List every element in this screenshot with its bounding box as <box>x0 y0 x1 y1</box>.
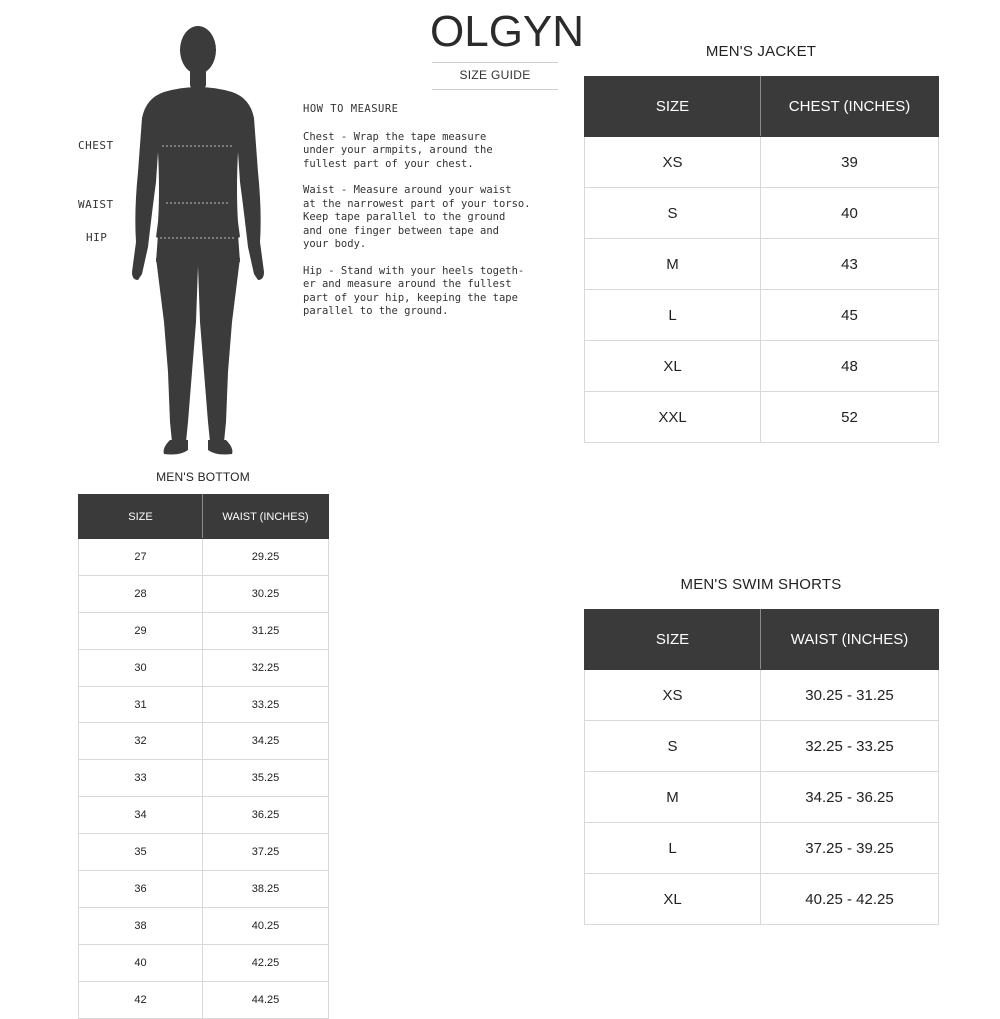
size-cell: 32 <box>79 723 203 760</box>
table-row <box>585 341 939 392</box>
mens-swim-shorts-table <box>584 609 939 925</box>
size-cell: 40 <box>79 944 203 981</box>
how-to-measure-section <box>303 103 533 332</box>
size-cell: S <box>585 721 761 772</box>
waist-label: WAIST <box>78 198 114 211</box>
table-row <box>79 686 329 723</box>
value-cell: 38.25 <box>203 871 329 908</box>
size-cell: 31 <box>79 686 203 723</box>
value-cell: 43 <box>761 239 939 290</box>
size-cell: 28 <box>79 575 203 612</box>
header-chest: CHEST (INCHES) <box>761 77 939 137</box>
mens-bottom-table <box>78 494 329 1019</box>
header-size: SIZE <box>585 610 761 670</box>
divider <box>432 89 558 90</box>
table-header-row <box>585 610 939 670</box>
divider <box>432 62 558 63</box>
size-cell: 36 <box>79 871 203 908</box>
size-cell: 42 <box>79 981 203 1018</box>
value-cell: 34.25 <box>203 723 329 760</box>
header-size: SIZE <box>585 77 761 137</box>
size-cell: 29 <box>79 612 203 649</box>
size-cell: XS <box>585 137 761 188</box>
table-row <box>79 907 329 944</box>
chest-instructions: Chest - Wrap the tape measure under your armpits, around the fullest part of your chest. <box>303 130 493 170</box>
size-cell: S <box>585 188 761 239</box>
value-cell: 52 <box>761 392 939 443</box>
table-row <box>585 239 939 290</box>
size-cell: 33 <box>79 760 203 797</box>
value-cell: 32.25 <box>203 649 329 686</box>
chest-label: CHEST <box>78 139 114 152</box>
value-cell: 32.25 - 33.25 <box>761 721 939 772</box>
value-cell: 44.25 <box>203 981 329 1018</box>
size-cell: XXL <box>585 392 761 443</box>
table-row <box>585 188 939 239</box>
waist-instructions: Waist - Measure around your waist at the narrowest part of your torso. Keep tape parallel to the ground and one finger between tape and your body. <box>303 184 531 250</box>
mens-bottom-title: MEN'S BOTTOM <box>156 470 250 484</box>
table-row <box>79 539 329 576</box>
size-cell: 35 <box>79 834 203 871</box>
table-header-row <box>79 495 329 539</box>
value-cell: 33.25 <box>203 686 329 723</box>
table-row <box>585 290 939 341</box>
header-waist: WAIST (INCHES) <box>761 610 939 670</box>
value-cell: 45 <box>761 290 939 341</box>
table-row <box>79 944 329 981</box>
table-row <box>79 649 329 686</box>
size-cell: XS <box>585 670 761 721</box>
value-cell: 29.25 <box>203 539 329 576</box>
table-header-row <box>585 77 939 137</box>
size-cell: L <box>585 290 761 341</box>
value-cell: 42.25 <box>203 944 329 981</box>
header-waist: WAIST (INCHES) <box>203 495 329 539</box>
table-row <box>585 137 939 188</box>
value-cell: 48 <box>761 341 939 392</box>
value-cell: 40.25 - 42.25 <box>761 874 939 925</box>
table-row <box>585 772 939 823</box>
table-row <box>79 723 329 760</box>
table-row <box>585 670 939 721</box>
value-cell: 37.25 - 39.25 <box>761 823 939 874</box>
size-cell: 38 <box>79 907 203 944</box>
value-cell: 30.25 - 31.25 <box>761 670 939 721</box>
table-row <box>585 874 939 925</box>
table-row <box>79 834 329 871</box>
value-cell: 30.25 <box>203 575 329 612</box>
mens-swim-shorts-title: MEN'S SWIM SHORTS <box>680 576 842 593</box>
table-row <box>585 823 939 874</box>
brand-logo: OLGYN <box>430 7 585 56</box>
value-cell: 40 <box>761 188 939 239</box>
how-to-measure-heading: HOW TO MEASURE <box>303 103 399 115</box>
table-row <box>79 612 329 649</box>
table-row <box>79 871 329 908</box>
size-cell: 27 <box>79 539 203 576</box>
value-cell: 36.25 <box>203 797 329 834</box>
header-size: SIZE <box>79 495 203 539</box>
value-cell: 40.25 <box>203 907 329 944</box>
table-row <box>79 575 329 612</box>
value-cell: 37.25 <box>203 834 329 871</box>
table-row <box>585 721 939 772</box>
size-cell: XL <box>585 874 761 925</box>
table-row <box>79 760 329 797</box>
value-cell: 35.25 <box>203 760 329 797</box>
mens-jacket-table <box>584 76 939 443</box>
hip-instructions: Hip - Stand with your heels togeth- er and measure around the fullest part of your hip, keeping the tape parallel to the ground. <box>303 264 525 317</box>
size-cell: 30 <box>79 649 203 686</box>
size-cell: 34 <box>79 797 203 834</box>
size-cell: M <box>585 239 761 290</box>
page-subtitle: SIZE GUIDE <box>459 68 531 82</box>
value-cell: 31.25 <box>203 612 329 649</box>
body-silhouette-figure <box>130 22 266 456</box>
size-cell: L <box>585 823 761 874</box>
value-cell: 39 <box>761 137 939 188</box>
size-cell: M <box>585 772 761 823</box>
mens-jacket-title: MEN'S JACKET <box>705 43 817 60</box>
value-cell: 34.25 - 36.25 <box>761 772 939 823</box>
hip-label: HIP <box>86 231 108 244</box>
table-row <box>79 797 329 834</box>
table-row <box>585 392 939 443</box>
size-cell: XL <box>585 341 761 392</box>
